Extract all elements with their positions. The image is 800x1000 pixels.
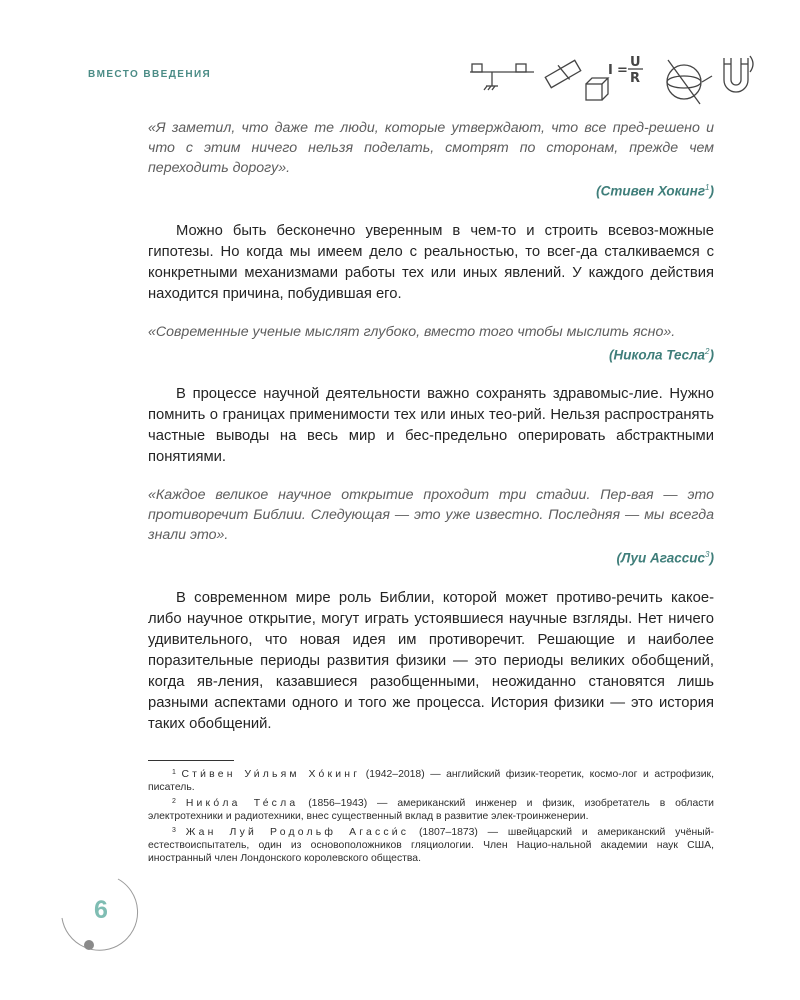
footnote-ref: 3 (705, 550, 710, 559)
quote-hawking: «Я заметил, что даже те люди, которые утверждают, что все пред-решено и что с этим ничего нельзя поделать, смотрят по сторонам, прежде чем переходить дорогу». (148, 120, 714, 176)
section-title: ВМЕСТО ВВЕДЕНИЯ (88, 69, 212, 80)
ohms-law-icon (608, 55, 643, 86)
attribution-tesla (148, 342, 714, 366)
attribution-name: (Никола Тесла (608, 347, 706, 362)
main-text (148, 118, 714, 735)
svg-text:=: = (617, 63, 628, 78)
cube-icon (586, 78, 608, 100)
footnote-2 (148, 795, 714, 824)
page-number: 6 (94, 896, 108, 924)
orbit-decoration (58, 876, 158, 956)
quote-agassiz: «Каждое великое научное открытие проходит три стадии. Пер-вая — это противоречит Библии. Следующая — это уже известно. Последняя — мы всегда знали это». (148, 487, 714, 543)
paragraph-2: В процессе научной деятельности важно сохранять здравомыс-лие. Нужно помнить о границах применимости тех или иных тео-рий. Нельзя распространять частные выводы на весь мир и бес-предельно оперировать абстрактными понятиями. (148, 386, 714, 465)
svg-text:R: R (630, 71, 641, 86)
footnote-divider (148, 760, 234, 761)
attribution-name: (Стивен Хокинг (596, 183, 706, 199)
footnote-person: Сти́вен Уи́льям Хо́кинг (181, 769, 361, 780)
footnote-3 (148, 824, 714, 866)
globe-icon (667, 60, 712, 104)
footnote-text: (1807–1873) — швейцарский и американский учёный-естествоиспытатель, один из основоположников гляциологии. Член Нацио-нальной академии наук США, иностранный член Лондонского королевского общества. (148, 826, 714, 865)
attribution-agassiz (148, 545, 714, 569)
quote-tesla: «Современные ученые мыслят глубоко, вместо того чтобы мыслить ясно». (148, 323, 676, 340)
footnote-number: 2 (172, 797, 176, 805)
footnote-number: 1 (172, 769, 176, 776)
footnotes (148, 766, 714, 866)
attribution-close: ) (709, 183, 714, 199)
footnote-person: Нико́ла Те́сла (185, 797, 299, 809)
header-doodles (462, 42, 762, 112)
attribution-close: ) (709, 347, 714, 362)
orbit-dot-icon (84, 940, 94, 950)
page-number-area (58, 876, 158, 956)
lever-icon (470, 64, 534, 90)
footnote-person: Жан Луй Родольф Агасси́с (185, 826, 410, 838)
paragraph-3: В современном мире роль Библии, которой может противо-речить какое-либо научное открытие, могут играть устоявшиеся научные взгляды. Нет ничего удивительного, что новая идея им противоречит. Решающие и наиболее поразительные периоды развития физики — это периоды великих обобщений, когда яв-ления, казавшиеся разобщенными, неожиданно становятся лишь разными аспектами одного и того же процесса. История физики — это история таких обобщений. (148, 589, 714, 732)
horseshoe-magnet-icon (724, 56, 753, 92)
attribution-hawking (148, 178, 714, 202)
attribution-name: (Луи Агассис (616, 550, 706, 566)
paragraph-1: Можно быть бесконечно уверенным в чем-то и строить всевоз-можные гипотезы. Но когда мы имеем дело с реальностью, то всег-да сталкиваемся с конкретными механизмами работы тех или иных явлений. У каждого действия находится причина, побудившая его. (148, 222, 714, 302)
attribution-close: ) (709, 550, 714, 566)
footnote-ref: 1 (705, 183, 710, 192)
footnote-1 (148, 766, 714, 795)
magnet-bar-icon (545, 60, 580, 87)
footnote-text: (1856–1943) — американский инженер и физик, изобретатель в области электротехники и радиотехники, внес существенный вклад в развитие элек-троинженерии. (148, 797, 714, 823)
svg-text:I: I (608, 63, 613, 78)
footnote-number: 3 (172, 826, 176, 834)
footnote-ref: 2 (705, 346, 710, 356)
footnote-text: (1942–2018) — английский физик-теоретик, космо-лог и астрофизик, писатель. (148, 769, 714, 794)
svg-text:U: U (630, 55, 641, 70)
